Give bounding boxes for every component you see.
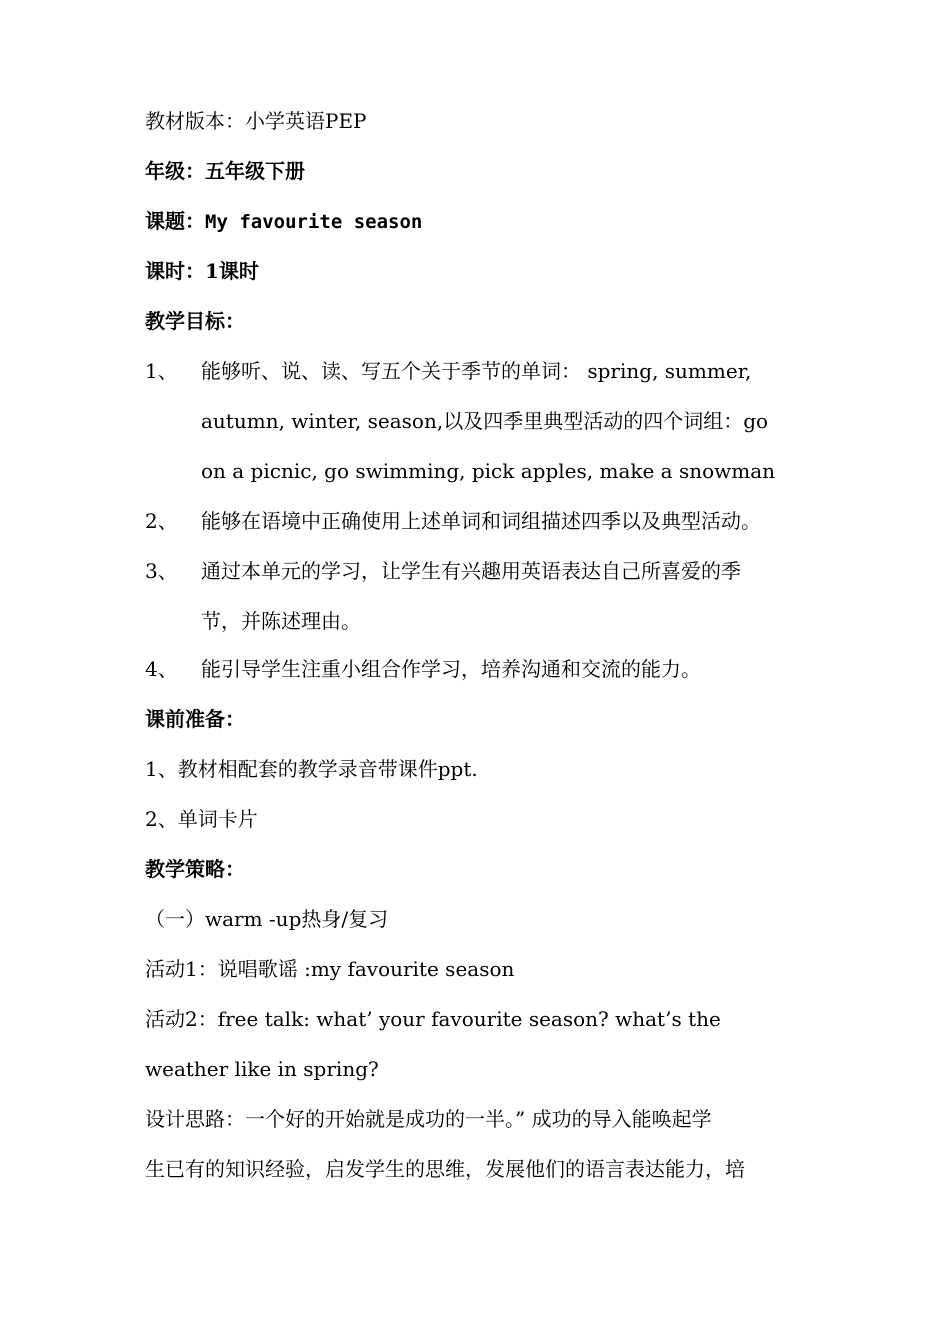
strategy-line: weather like in spring? bbox=[145, 1057, 379, 1081]
strategy-line: 活动1：说唱歌谣 :my favourite season bbox=[145, 957, 515, 981]
strategy-line: 设计思路：一个好的开始就是成功的一半。” 成功的导入能唤起学 bbox=[145, 1107, 712, 1131]
prep-heading: 课前准备： bbox=[145, 707, 245, 731]
strategy-heading: 教学策略： bbox=[145, 857, 245, 881]
objective-line: 节，并陈述理由。 bbox=[201, 609, 361, 633]
objective-line: 能够听、说、读、写五个关于季节的单词： spring, summer, bbox=[201, 359, 752, 383]
prep-item: 2、单词卡片 bbox=[145, 807, 258, 831]
objective-number: 2、 bbox=[145, 509, 178, 533]
objectives-heading: 教学目标： bbox=[145, 309, 245, 333]
topic-value: My favourite season bbox=[205, 211, 423, 233]
topic-line bbox=[145, 207, 422, 236]
objective-line: 通过本单元的学习，让学生有兴趣用英语表达自己所喜爱的季 bbox=[201, 559, 741, 583]
objective-line: 能引导学生注重小组合作学习，培养沟通和交流的能力。 bbox=[201, 657, 701, 681]
objective-line: on a picnic, go swimming, pick apples, make a snowman bbox=[201, 459, 776, 483]
objective-line: autumn, winter, season,以及四季里典型活动的四个词组：go bbox=[201, 409, 769, 433]
prep-item: 1、教材相配套的教学录音带课件ppt. bbox=[145, 757, 478, 781]
strategy-line: 活动2：free talk: what’ your favourite season? what’s the bbox=[145, 1007, 721, 1031]
objective-line: 能够在语境中正确使用上述单词和词组描述四季以及典型活动。 bbox=[201, 509, 761, 533]
strategy-line: （一）warm -up热身/复习 bbox=[145, 907, 389, 931]
objective-number: 3、 bbox=[145, 559, 178, 583]
objective-number: 1、 bbox=[145, 359, 178, 383]
grade-line: 年级：五年级下册 bbox=[145, 159, 305, 183]
period-line: 课时：1课时 bbox=[145, 259, 259, 283]
objective-number: 4、 bbox=[145, 657, 178, 681]
edition-line: 教材版本：小学英语PEP bbox=[145, 109, 367, 133]
topic-label: 课题： bbox=[145, 209, 205, 233]
strategy-line: 生已有的知识经验，启发学生的思维，发展他们的语言表达能力，培 bbox=[145, 1157, 745, 1181]
